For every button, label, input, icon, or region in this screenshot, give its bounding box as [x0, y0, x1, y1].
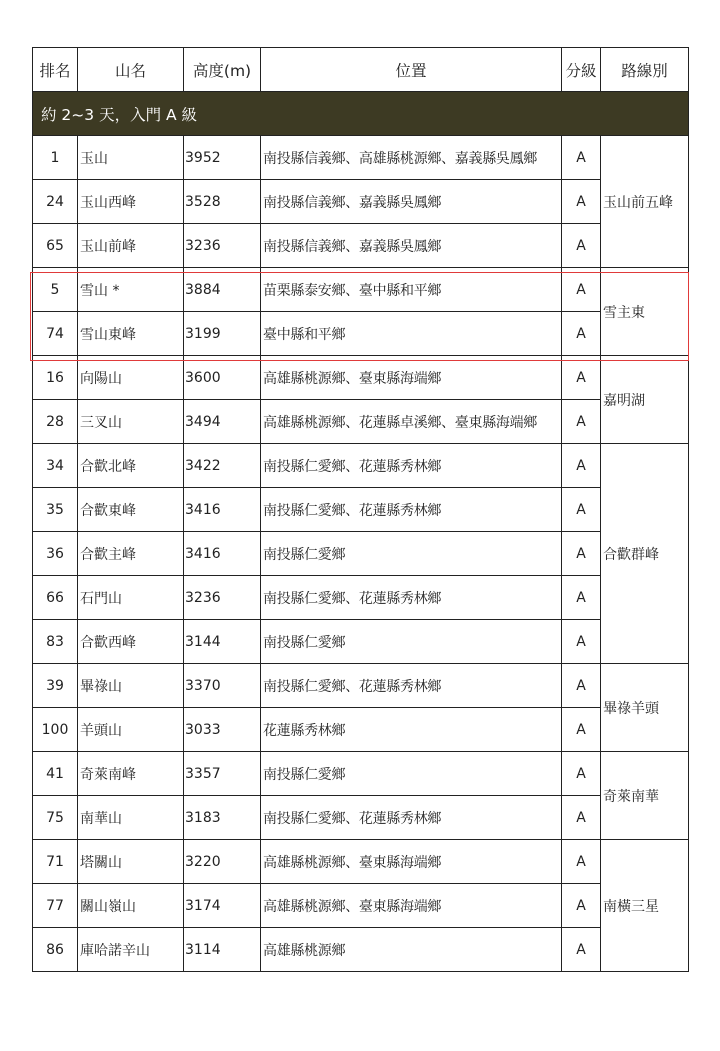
grade-cell: A: [562, 356, 601, 400]
table-row: [33, 312, 689, 356]
route-cell: 合歡群峰: [601, 444, 689, 664]
route-cell: 南橫三星: [601, 840, 689, 972]
header-route: 路線別: [601, 48, 689, 92]
location-cell: 南投縣仁愛鄉、花蓮縣秀林鄉: [261, 444, 562, 488]
table-row: [33, 488, 689, 532]
name-cell: 合歡西峰: [78, 620, 184, 664]
height-cell: 3884: [184, 268, 261, 312]
name-cell: 塔關山: [78, 840, 184, 884]
height-cell: 3033: [184, 708, 261, 752]
table-row: [33, 400, 689, 444]
location-cell: 高雄縣桃源鄉、花蓮縣卓溪鄉、臺東縣海端鄉: [261, 400, 562, 444]
location-cell: 花蓮縣秀林鄉: [261, 708, 562, 752]
rank-cell: 41: [33, 752, 78, 796]
grade-cell: A: [562, 400, 601, 444]
name-cell: 雪山東峰: [78, 312, 184, 356]
header-height: 高度(m): [184, 48, 261, 92]
name-cell: 向陽山: [78, 356, 184, 400]
name-cell: 奇萊南峰: [78, 752, 184, 796]
table-row: [33, 884, 689, 928]
rank-cell: 16: [33, 356, 78, 400]
table-row: [33, 928, 689, 972]
height-cell: 3952: [184, 136, 261, 180]
section-title: 約 2~3 天，入門 A 級: [33, 92, 689, 136]
location-cell: 南投縣仁愛鄉: [261, 620, 562, 664]
name-cell: 合歡東峰: [78, 488, 184, 532]
height-cell: 3600: [184, 356, 261, 400]
height-cell: 3422: [184, 444, 261, 488]
height-cell: 3114: [184, 928, 261, 972]
grade-cell: A: [562, 620, 601, 664]
rank-cell: 5: [33, 268, 78, 312]
height-cell: 3416: [184, 532, 261, 576]
header-grade: 分級: [562, 48, 601, 92]
grade-cell: A: [562, 312, 601, 356]
table-row: [33, 752, 689, 796]
table-row: [33, 224, 689, 268]
table-row: [33, 532, 689, 576]
table-row: [33, 444, 689, 488]
location-cell: 臺中縣和平鄉: [261, 312, 562, 356]
table-row: [33, 180, 689, 224]
location-cell: 南投縣仁愛鄉、花蓮縣秀林鄉: [261, 796, 562, 840]
rank-cell: 66: [33, 576, 78, 620]
route-cell: 奇萊南華: [601, 752, 689, 840]
header-name: 山名: [78, 48, 184, 92]
rank-cell: 28: [33, 400, 78, 444]
name-cell: 玉山西峰: [78, 180, 184, 224]
grade-cell: A: [562, 180, 601, 224]
height-cell: 3174: [184, 884, 261, 928]
grade-cell: A: [562, 488, 601, 532]
location-cell: 高雄縣桃源鄉: [261, 928, 562, 972]
name-cell: 畢祿山: [78, 664, 184, 708]
name-cell: 雪山 *: [78, 268, 184, 312]
name-cell: 南華山: [78, 796, 184, 840]
rank-cell: 39: [33, 664, 78, 708]
rank-cell: 65: [33, 224, 78, 268]
name-cell: 玉山: [78, 136, 184, 180]
location-cell: 高雄縣桃源鄉、臺東縣海端鄉: [261, 356, 562, 400]
grade-cell: A: [562, 664, 601, 708]
header-location: 位置: [261, 48, 562, 92]
name-cell: 石門山: [78, 576, 184, 620]
name-cell: 玉山前峰: [78, 224, 184, 268]
height-cell: 3220: [184, 840, 261, 884]
height-cell: 3357: [184, 752, 261, 796]
name-cell: 關山嶺山: [78, 884, 184, 928]
name-cell: 合歡北峰: [78, 444, 184, 488]
table-row: [33, 136, 689, 180]
grade-cell: A: [562, 884, 601, 928]
grade-cell: A: [562, 576, 601, 620]
table-row: [33, 356, 689, 400]
rank-cell: 75: [33, 796, 78, 840]
table-row: [33, 620, 689, 664]
rank-cell: 74: [33, 312, 78, 356]
location-cell: 南投縣信義鄉、嘉義縣吳鳳鄉: [261, 180, 562, 224]
location-cell: 南投縣仁愛鄉: [261, 532, 562, 576]
name-cell: 羊頭山: [78, 708, 184, 752]
height-cell: 3199: [184, 312, 261, 356]
rank-cell: 34: [33, 444, 78, 488]
grade-cell: A: [562, 752, 601, 796]
height-cell: 3236: [184, 224, 261, 268]
height-cell: 3236: [184, 576, 261, 620]
grade-cell: A: [562, 532, 601, 576]
height-cell: 3494: [184, 400, 261, 444]
height-cell: 3416: [184, 488, 261, 532]
grade-cell: A: [562, 840, 601, 884]
route-cell: 畢祿羊頭: [601, 664, 689, 752]
rank-cell: 71: [33, 840, 78, 884]
grade-cell: A: [562, 708, 601, 752]
header-rank: 排名: [33, 48, 78, 92]
name-cell: 合歡主峰: [78, 532, 184, 576]
rank-cell: 77: [33, 884, 78, 928]
grade-cell: A: [562, 928, 601, 972]
height-cell: 3528: [184, 180, 261, 224]
location-cell: 南投縣仁愛鄉、花蓮縣秀林鄉: [261, 488, 562, 532]
grade-cell: A: [562, 796, 601, 840]
rank-cell: 1: [33, 136, 78, 180]
location-cell: 南投縣仁愛鄉、花蓮縣秀林鄉: [261, 576, 562, 620]
table-row: [33, 576, 689, 620]
location-cell: 南投縣信義鄉、嘉義縣吳鳳鄉: [261, 224, 562, 268]
location-cell: 苗栗縣泰安鄉、臺中縣和平鄉: [261, 268, 562, 312]
rank-cell: 24: [33, 180, 78, 224]
table-row: [33, 664, 689, 708]
grade-cell: A: [562, 224, 601, 268]
route-cell: 雪主東: [601, 268, 689, 356]
location-cell: 高雄縣桃源鄉、臺東縣海端鄉: [261, 840, 562, 884]
table-row: [33, 268, 689, 312]
table-row: [33, 796, 689, 840]
peaks-table: [32, 47, 689, 972]
name-cell: 三叉山: [78, 400, 184, 444]
grade-cell: A: [562, 444, 601, 488]
height-cell: 3144: [184, 620, 261, 664]
name-cell: 庫哈諾辛山: [78, 928, 184, 972]
rank-cell: 36: [33, 532, 78, 576]
table-row: [33, 840, 689, 884]
rank-cell: 86: [33, 928, 78, 972]
location-cell: 南投縣信義鄉、高雄縣桃源鄉、嘉義縣吳鳳鄉: [261, 136, 562, 180]
height-cell: 3370: [184, 664, 261, 708]
section-row: [33, 92, 689, 136]
grade-cell: A: [562, 268, 601, 312]
rank-cell: 83: [33, 620, 78, 664]
location-cell: 高雄縣桃源鄉、臺東縣海端鄉: [261, 884, 562, 928]
table-row: [33, 708, 689, 752]
location-cell: 南投縣仁愛鄉、花蓮縣秀林鄉: [261, 664, 562, 708]
height-cell: 3183: [184, 796, 261, 840]
route-cell: 嘉明湖: [601, 356, 689, 444]
location-cell: 南投縣仁愛鄉: [261, 752, 562, 796]
grade-cell: A: [562, 136, 601, 180]
rank-cell: 35: [33, 488, 78, 532]
route-cell: 玉山前五峰: [601, 136, 689, 268]
header-row: [33, 48, 689, 92]
rank-cell: 100: [33, 708, 78, 752]
